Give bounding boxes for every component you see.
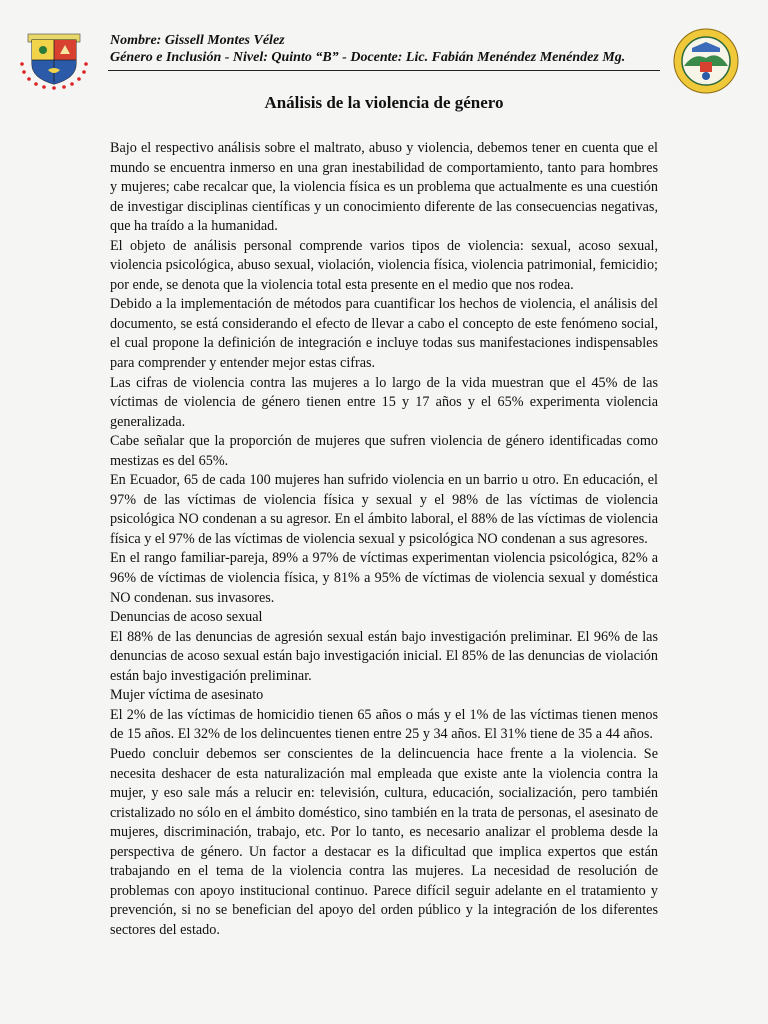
paragraph: Puedo concluir debemos ser conscientes de la delincuencia hace frente a la violencia. Se necesita deshacer de esta naturalización mal empleada que existe ante la violencia contra la mujer, y eso sale más a relucir en: televisión, cultura, educación, socialización, pero también cristalizado no sólo en el ámbito doméstico, sino también en la trata de personas, el asesinato de mujeres, discriminación, trabajo, etc. Por lo tanto, es necesario analizar el problema desde la perspectiva de género. Un factor a destacar es la dificultad que implica expertos que están trabajando en el tema de la violencia contra las mujeres. La necesidad de resolución de problemas con apoyo institucional continuo. Parece difícil seguir adelante en el tratamiento y prevención, si no se benefician del apoyo del orden público y la integración de los diferentes sectores del estado. [110, 745, 658, 938]
page-header [0, 0, 768, 90]
paragraph: El objeto de análisis personal comprende varios tipos de violencia: sexual, acoso sexual, violencia psicológica, abuso sexual, violación, violencia física, violencia patrimonial, femicidio; por ende, se denota que la violencia total esta presente en el medio que nos rodea. [110, 237, 658, 293]
school-crest-icon [14, 24, 94, 90]
paragraph: Cabe señalar que la proporción de mujeres que sufren violencia de género identificadas como mestizas es del 65%. [110, 433, 658, 469]
paragraph: Debido a la implementación de métodos para cuantificar los hechos de violencia, el análisis del documento, se está considerando el efecto de llevar a cabo el concepto de este fenómeno social, el cual propone la definición de integración e incluye todas sus manifestaciones indispensables para comprender y entender mejor estas cifras. [110, 296, 658, 372]
section-heading: Mujer víctima de asesinato [110, 687, 264, 704]
section-heading: Denuncias de acoso sexual [110, 609, 263, 626]
paragraph: Las cifras de violencia contra las mujeres a lo largo de la vida muestran que el 45% de las víctimas de violencia de género tienen entre 15 y 17 años y el 65% experimenta violencia generalizada. [110, 374, 658, 430]
paragraph: En Ecuador, 65 de cada 100 mujeres han sufrido violencia en un barrio u otro. En educación, el 97% de las víctimas de violencia física y sexual y el 98% de las víctimas de violencia psicológica NO condenan a su agresor. En el ámbito laboral, el 88% de las víctimas de violencia física y el 97% de las víctimas de violencia sexual y psicológica NO condenan a sus agresores. [110, 472, 658, 547]
student-name: Nombre: Gissell Montes Vélez [110, 33, 285, 48]
header-divider [108, 70, 660, 71]
course-info: Género e Inclusión - Nivel: Quinto “B” - Docente: Lic. Fabián Menéndez Menéndez Mg. [110, 50, 626, 65]
paragraph: Bajo el respectivo análisis sobre el maltrato, abuso y violencia, debemos tener en cuenta que el mundo se encuentra inmerso en una gran inestabilidad de comportamiento, tanto para hombres y mujeres; cabe recalcar que, la violencia física es un problema que actualmente es una cuestión de investigar disciplinas científicas y un conocimiento diferente de las consecuencias negativas, que ha traído a la humanidad. [110, 140, 658, 235]
paragraph: En el rango familiar-pareja, 89% a 97% de víctimas experimentan violencia psicológica, 82% a 96% de víctimas de violencia física, y 81% a 95% de víctimas de violencia sexual y doméstica NO condenan. sus invasores. [110, 550, 658, 606]
document-body [110, 139, 658, 940]
header-text [110, 32, 662, 66]
institution-seal-icon [666, 28, 746, 94]
page-title: Análisis de la violencia de género [264, 93, 504, 112]
paragraph: El 2% de las víctimas de homicidio tienen 65 años o más y el 1% de las víctimas tienen menos de 15 años. El 32% de los delincuentes tienen entre 25 y 34 años. El 31% tiene de 35 a 44 años. [110, 706, 658, 743]
paragraph: El 88% de las denuncias de agresión sexual están bajo investigación preliminar. El 96% de las denuncias de acoso sexual están bajo investigación inicial. El 85% de las denuncias de violación están bajo investigación preliminar. [110, 628, 658, 684]
